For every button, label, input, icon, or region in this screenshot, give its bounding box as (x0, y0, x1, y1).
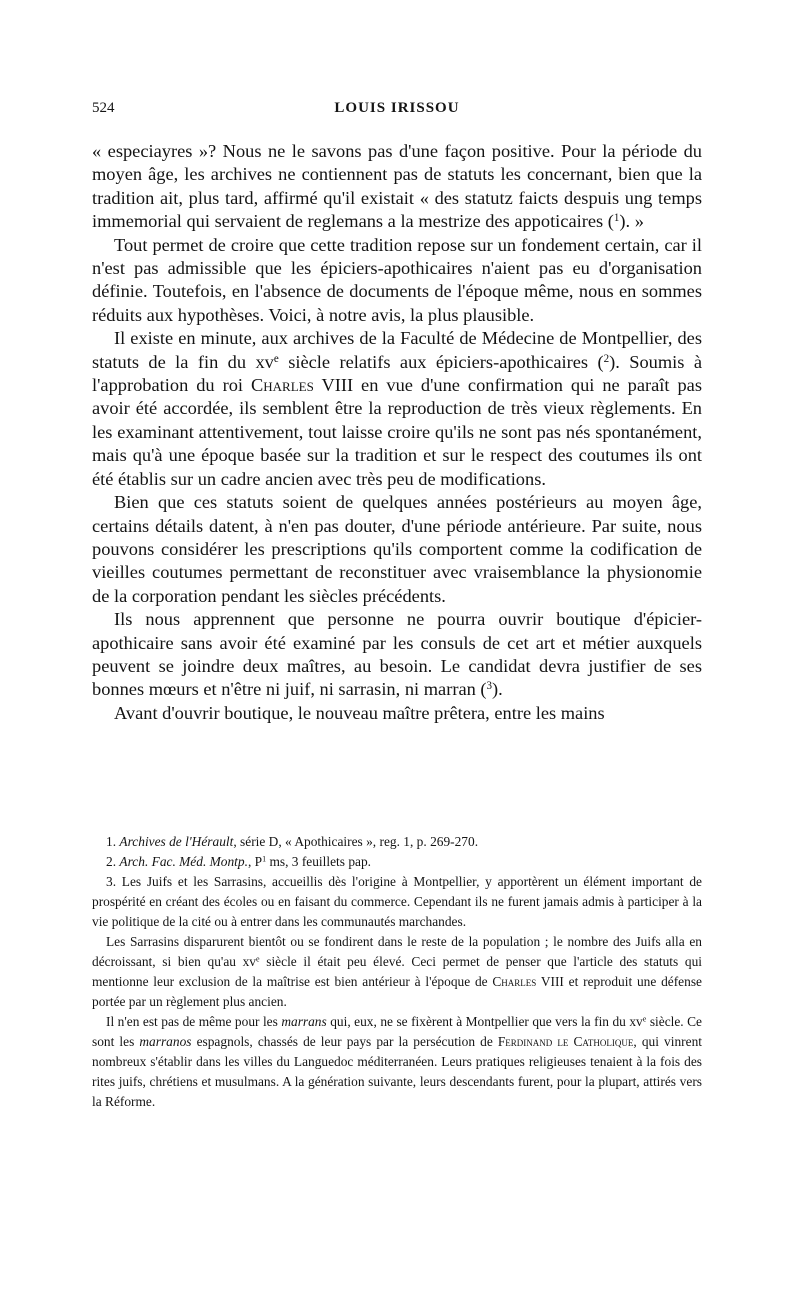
paragraph-5-text-a: Ils nous apprennent que personne ne pourra ouvrir boutique d'épicier-apothicaire sans avoir été examiné par les consuls de cet art et métier auxquels peuvent se joindre deux maîtres, au besoin. Le candidat devra justifier de ses bonnes mœurs et n'être ni juif, ni sarrasin, ni marran ( (92, 609, 702, 700)
main-text (92, 140, 702, 725)
footnote-3c-text-a: Il n'en est pas de même pour les (106, 1014, 282, 1029)
footnote-3b-text-c: VIII et reproduit une défense portée par un règlement plus ancien. (92, 974, 702, 1009)
king-name: Charles (250, 375, 314, 396)
page-header (92, 100, 702, 126)
footnote-1-source: Archives de l'Hérault (119, 834, 234, 849)
footnote-3c-text-e: , qui vinrent nombreux s'établir dans les villes du Languedoc méditerranéen. Leurs pratiques religieuses tenaient à la fois des rites juifs, chrétiens et musulmans. A la génération suivante, leurs descendants furent, pour la plupart, attirés vers la Réforme. (92, 1034, 702, 1109)
footnote-3b-text-a: Les Sarrasins disparurent bientôt ou se fondirent dans le reste de la population ; le nombre des Juifs alla en décroissant, si bien qu'au xv (92, 934, 702, 969)
footnote-3-paragraph-3 (92, 1012, 702, 1112)
footnote-3-text: Les Juifs et les Sarrasins, accueillis dès l'origine à Montpellier, y apportèrent un élément important de prospérité en créant des écoles ou en faisant du commerce. Cependant ils ne furent jamais admis à participer à la vie politique de la cité ou à entrer dans les communautés marchandes. (92, 874, 702, 929)
footnote-1-text: , série D, « Apothicaires », reg. 1, p. 269-270. (233, 834, 479, 849)
paragraph-6: Avant d'ouvrir boutique, le nouveau maître prêtera, entre les mains (114, 702, 605, 723)
footnote-2-superscript: 1 (262, 854, 267, 864)
paragraph-5-text-b: ). (492, 679, 503, 700)
footnote-3-number: 3. (106, 874, 117, 889)
footnote-3c-text-c: siècle. Ce sont les (92, 1014, 703, 1049)
footnote-3b-king-name: Charles (492, 974, 537, 989)
footnotes (92, 832, 702, 1112)
footnote-2-number: 2. (106, 854, 117, 869)
footnote-3c-marrans: marrans (281, 1014, 327, 1029)
paragraph-4: Bien que ces statuts soient de quelques années postérieurs au moyen âge, certains détails datent, à n'en pas douter, d'une période antérieure. Par suite, nous pouvons considérer les prescriptions qu'ils comportent comme la codification de vieilles coutumes permettant de reconstituer avec vraisemblance la physionomie de la corporation pendant les siècles précédents. (92, 492, 702, 606)
footnote-ref-2: 2 (603, 352, 610, 365)
paragraph-1 (92, 140, 702, 234)
paragraph-1-text-b: ). » (619, 211, 644, 232)
footnote-3-paragraph-2 (92, 932, 702, 1012)
paragraph-1-text-a: « especiayres »? Nous ne le savons pas d'une façon positive. Pour la période du moyen âge, les archives ne contiennent pas de statuts les concernant, bien que la tradition ait, plus tard, affirmé qu'il existait « des statutz faicts despuis ung temps immemorial qui servaient de reglemans a la mestrize des appoticaires ( (92, 141, 702, 232)
footnote-2-source: Arch. Fac. Méd. Montp. (119, 854, 248, 869)
page-number: 524 (92, 100, 115, 116)
paragraph-5 (92, 608, 702, 702)
running-title: LOUIS IRISSOU (334, 100, 460, 116)
footnote-1 (92, 832, 702, 852)
footnote-ref-3: 3 (486, 680, 493, 693)
footnote-3c-text-b: qui, eux, ne se fixèrent à Montpellier que vers la fin du xv (326, 1014, 643, 1029)
footnote-3b-text-b: siècle il était peu élevé. Ceci permet de penser que l'article des statuts qui mentionne leur exclusion de la maîtrise est bien antérieur à l'époque de (92, 954, 703, 989)
footnote-1-number: 1. (106, 834, 117, 849)
footnote-3 (92, 872, 702, 932)
footnote-2-text-b: ms, 3 feuillets pap. (266, 854, 372, 869)
paragraph-3-text-a: Il existe en minute, aux archives de la Faculté de Médecine de Montpellier, des statuts de la fin du xv (92, 328, 702, 372)
footnote-3c-text-d: espagnols, chassés de leur pays par la persécution de (191, 1034, 498, 1049)
footnote-ref-1: 1 (613, 212, 620, 225)
footnote-3c-ferdinand: Ferdinand le Catholique (497, 1034, 634, 1049)
footnote-2 (92, 852, 702, 872)
footnote-3b-superscript: e (256, 954, 260, 964)
paragraph-3-text-c: ). Soumis à l'approbation du roi (92, 351, 702, 396)
century-superscript: e (273, 352, 279, 365)
paragraph-3-text-b: siècle relatifs aux épiciers-apothicaires ( (278, 351, 604, 372)
footnote-3c-superscript: e (642, 1014, 647, 1024)
paragraph-3-text-d: VIII en vue d'une confirmation qui ne paraît pas avoir été accordée, ils semblent être la reproduction de très vieux règlements. En les examinant attentivement, tout laisse croire qu'ils ne sont pas nés spontanément, mais qu'à une époque basée sur la tradition et sur le respect des coutumes ils ont été établis sur un cadre ancien avec très peu de modifications. (92, 375, 702, 489)
footnote-3c-marranos: marranos (139, 1034, 192, 1049)
paragraph-3 (92, 327, 702, 491)
paragraph-2: Tout permet de croire que cette tradition repose sur un fondement certain, car il n'est pas admissible que les épiciers-apothicaires n'aient pas eu d'organisation définie. Toutefois, en l'absence de documents de l'époque même, nous en sommes réduits aux hypothèses. Voici, à notre avis, la plus plausible. (92, 234, 702, 325)
footnote-2-text-a: , P (247, 854, 263, 869)
